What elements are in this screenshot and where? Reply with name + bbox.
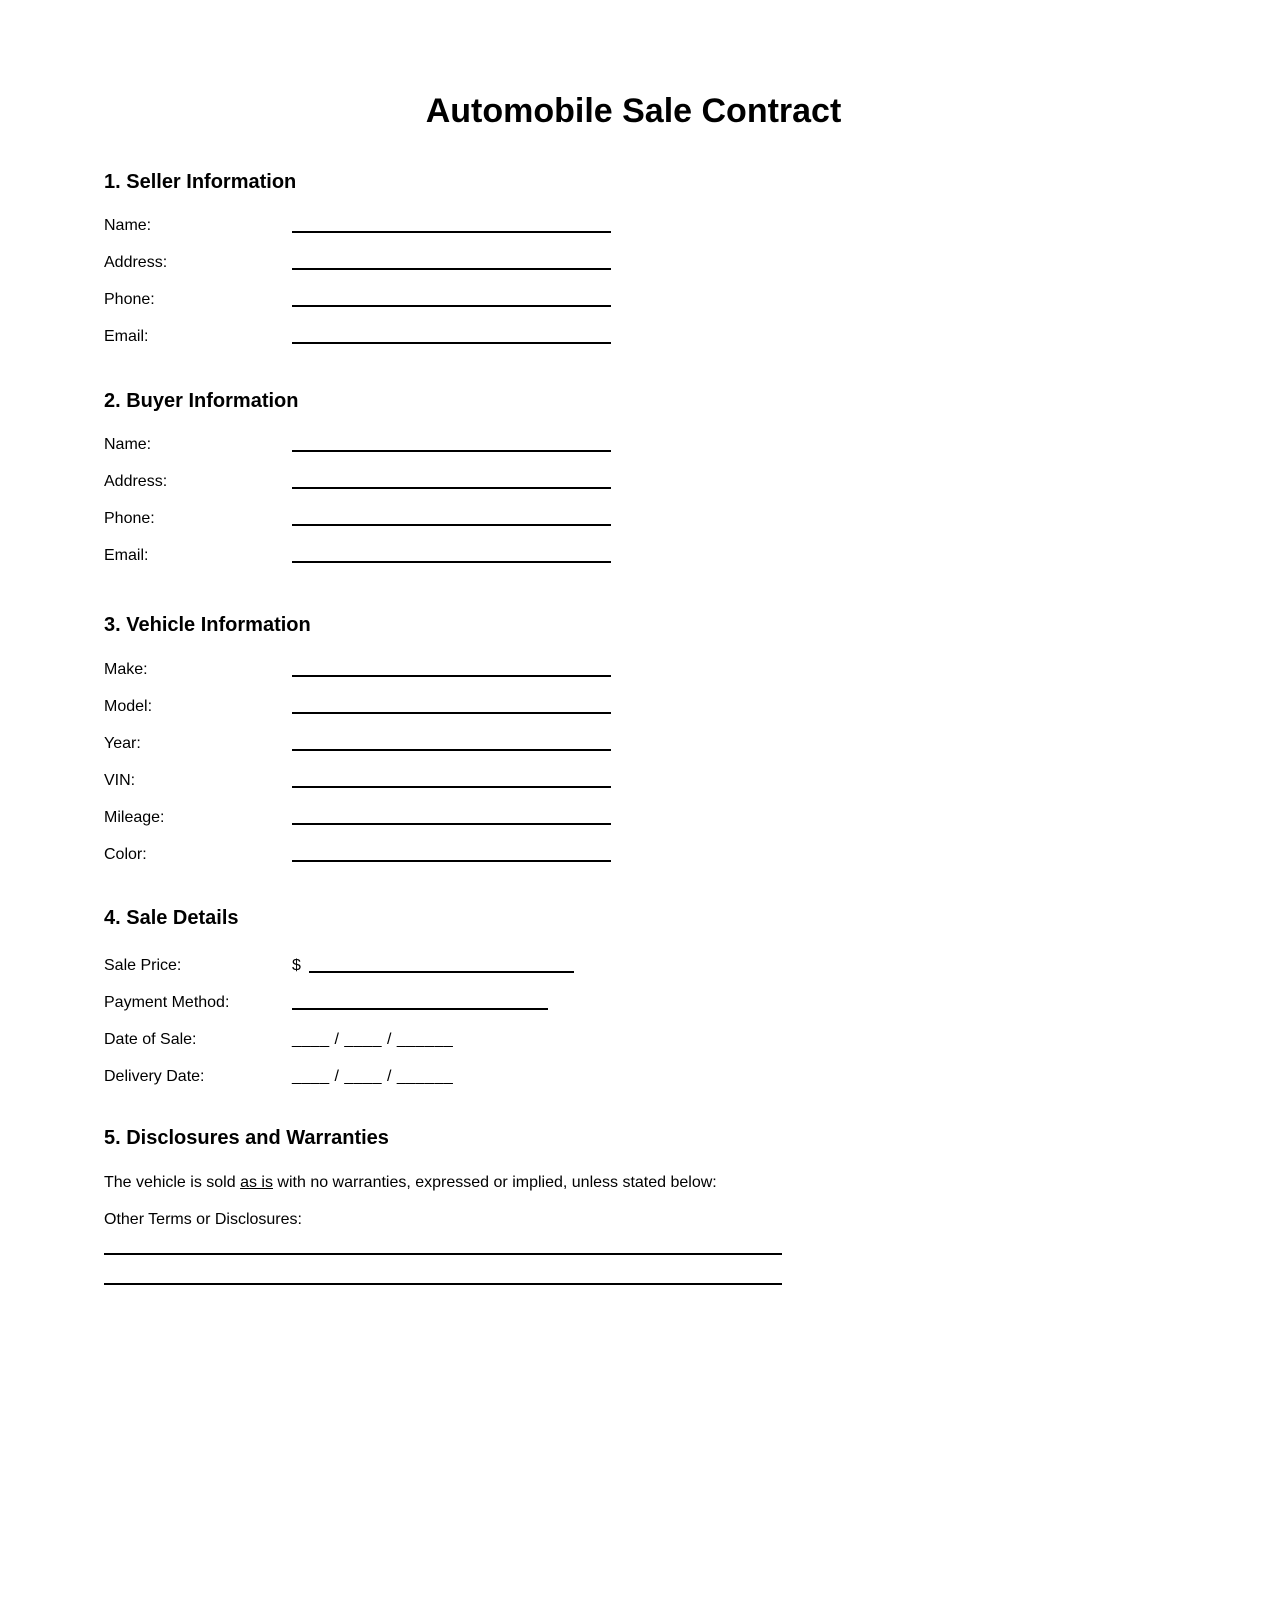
seller-address-line[interactable]: [292, 252, 611, 270]
seller-name-line[interactable]: [292, 215, 611, 233]
date-of-sale-blanks[interactable]: ____ / ____ / ______: [292, 1031, 454, 1048]
field-row-vehicle-color: [104, 844, 1163, 866]
page-title: Automobile Sale Contract: [425, 92, 842, 130]
buyer-email-label: Email:: [104, 547, 149, 564]
section-heading-seller: 1. Seller Information: [104, 171, 297, 193]
vehicle-color-label: Color:: [104, 846, 147, 863]
buyer-phone-line[interactable]: [292, 508, 611, 526]
seller-fields: [104, 215, 1163, 348]
field-row-vehicle-mileage: [104, 807, 1163, 829]
section-vehicle-information: [104, 612, 1163, 866]
statement-prefix: The vehicle is sold: [104, 1174, 241, 1191]
payment-method-line[interactable]: [292, 992, 548, 1010]
delivery-date-blanks[interactable]: ____ / ____ / ______: [292, 1068, 454, 1085]
vehicle-model-label: Model:: [104, 698, 153, 715]
field-row-vehicle-vin: [104, 770, 1163, 792]
field-row-sale-price: [104, 955, 1163, 977]
section-sale-details: [104, 905, 1163, 1088]
date-of-sale-label: Date of Sale:: [104, 1031, 197, 1048]
statement-suffix: with no warranties, expressed or implied, unless stated below:: [272, 1174, 717, 1191]
vehicle-vin-label: VIN:: [104, 772, 136, 789]
delivery-date-label: Delivery Date:: [104, 1068, 205, 1085]
vehicle-fields: [104, 659, 1163, 866]
field-row-seller-phone: [104, 289, 1163, 311]
vehicle-make-label: Make:: [104, 661, 148, 678]
section-heading-buyer: 2. Buyer Information: [104, 390, 299, 412]
section-heading-sale: 4. Sale Details: [104, 907, 239, 929]
field-row-buyer-address: [104, 471, 1163, 493]
field-row-seller-address: [104, 252, 1163, 274]
field-row-vehicle-model: [104, 696, 1163, 718]
other-terms-label: Other Terms or Disclosures:: [104, 1211, 302, 1228]
seller-phone-label: Phone:: [104, 291, 155, 308]
vehicle-mileage-line[interactable]: [292, 807, 611, 825]
section-disclosures-warranties: [104, 1125, 1163, 1285]
buyer-fields: [104, 434, 1163, 567]
field-row-payment-method: [104, 992, 1163, 1014]
sale-price-line[interactable]: [309, 955, 574, 973]
payment-method-label: Payment Method:: [104, 994, 230, 1011]
seller-address-label: Address:: [104, 254, 168, 271]
buyer-address-line[interactable]: [292, 471, 611, 489]
sale-fields: [104, 955, 1163, 1088]
as-is-statement: [104, 1172, 1163, 1194]
vehicle-color-line[interactable]: [292, 844, 611, 862]
section-heading-disclosures: 5. Disclosures and Warranties: [104, 1127, 389, 1149]
vehicle-model-line[interactable]: [292, 696, 611, 714]
field-row-buyer-email: [104, 545, 1163, 567]
field-row-vehicle-year: [104, 733, 1163, 755]
other-terms-line-2[interactable]: [104, 1255, 782, 1285]
vehicle-year-label: Year:: [104, 735, 141, 752]
field-row-vehicle-make: [104, 659, 1163, 681]
field-row-buyer-phone: [104, 508, 1163, 530]
vehicle-make-line[interactable]: [292, 659, 611, 677]
seller-name-label: Name:: [104, 217, 152, 234]
vehicle-vin-line[interactable]: [292, 770, 611, 788]
field-row-seller-name: [104, 215, 1163, 237]
vehicle-mileage-label: Mileage:: [104, 809, 165, 826]
seller-email-line[interactable]: [292, 326, 611, 344]
buyer-name-label: Name:: [104, 436, 152, 453]
field-row-delivery-date: [104, 1066, 1163, 1088]
seller-email-label: Email:: [104, 328, 149, 345]
sale-price-label: Sale Price:: [104, 957, 182, 974]
as-is-underlined-text: as is: [240, 1174, 273, 1191]
field-row-date-of-sale: [104, 1029, 1163, 1051]
section-heading-vehicle: 3. Vehicle Information: [104, 614, 311, 636]
vehicle-year-line[interactable]: [292, 733, 611, 751]
section-buyer-information: [104, 388, 1163, 567]
dollar-sign: $: [292, 957, 301, 974]
buyer-phone-label: Phone:: [104, 510, 155, 527]
seller-phone-line[interactable]: [292, 289, 611, 307]
field-row-buyer-name: [104, 434, 1163, 456]
buyer-email-line[interactable]: [292, 545, 611, 563]
buyer-name-line[interactable]: [292, 434, 611, 452]
buyer-address-label: Address:: [104, 473, 168, 490]
section-seller-information: [104, 169, 1163, 348]
field-row-seller-email: [104, 326, 1163, 348]
other-terms-line-1[interactable]: [104, 1231, 782, 1255]
